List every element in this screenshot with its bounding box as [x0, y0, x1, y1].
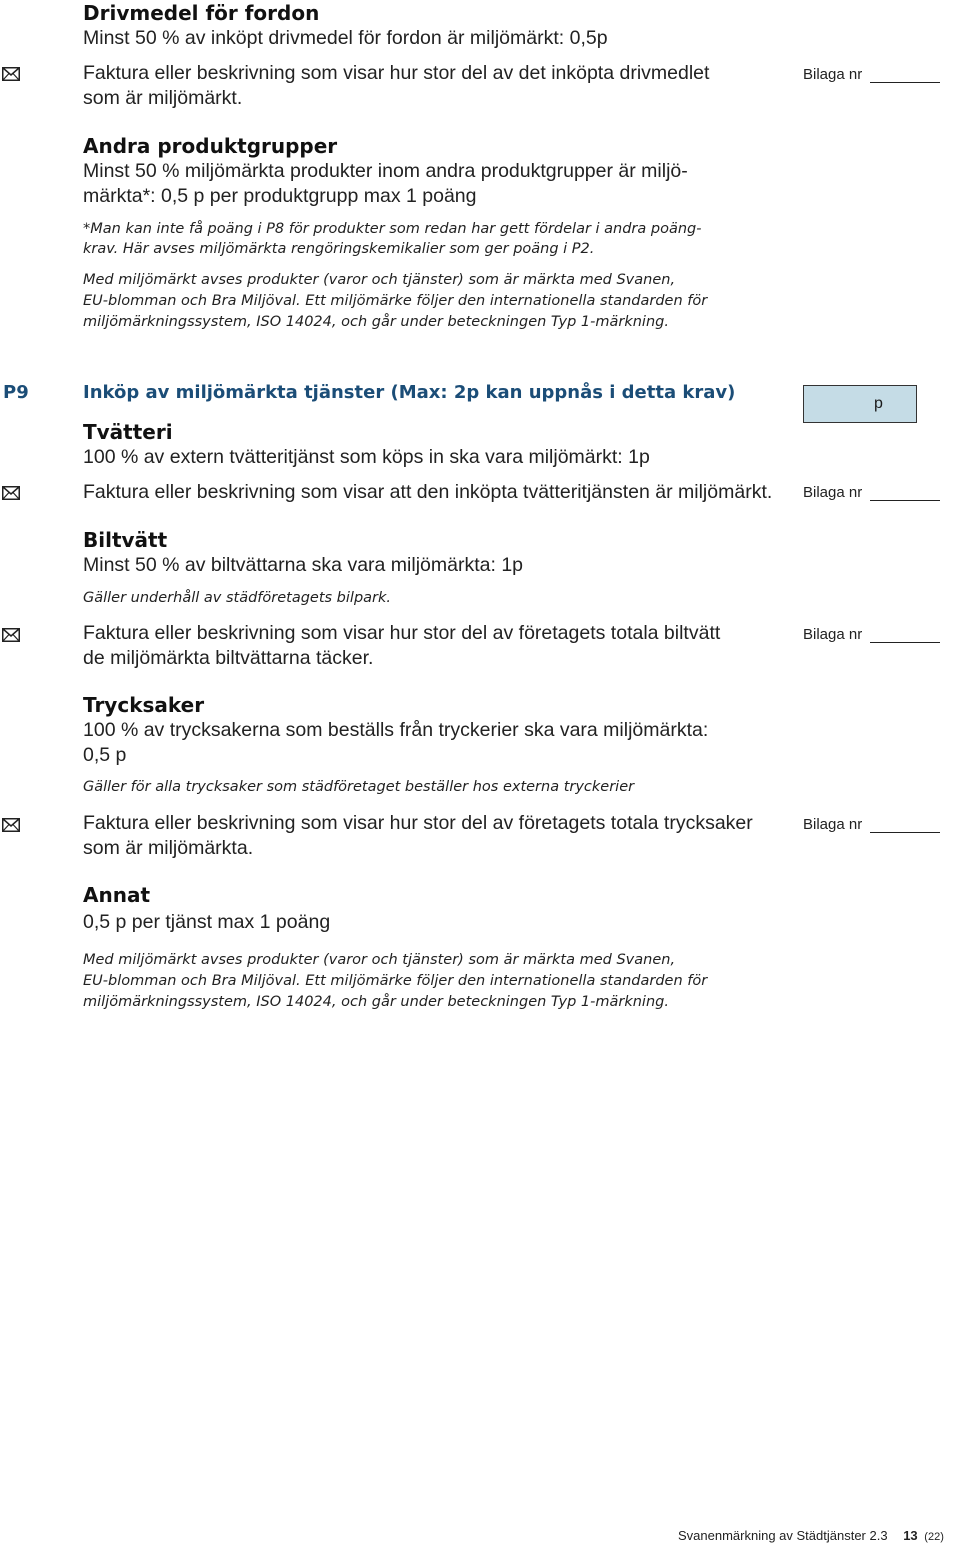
section-title-andra: Andra produktgrupper	[83, 134, 338, 158]
subsection-title-annat: Annat	[83, 883, 151, 907]
bilaga-field[interactable]	[803, 484, 940, 501]
points-label: p	[874, 395, 883, 412]
bilaga-field[interactable]	[803, 66, 940, 83]
bilaga-field[interactable]	[803, 626, 940, 643]
andra-requirement-line1: Minst 50 % miljömärkta produkter inom andra produktgrupper är miljö-	[83, 160, 688, 182]
biltvatt-faktura-line1: Faktura eller beskrivning som visar hur stor del av företagets totala biltvätt	[83, 622, 721, 644]
bilaga-input-line[interactable]	[870, 68, 940, 83]
trycksaker-faktura-line1: Faktura eller beskrivning som visar hur stor del av företagets totala trycksaker	[83, 812, 753, 834]
footer-document-name: Svanenmärkning av Städtjänster 2.3	[678, 1528, 888, 1543]
trycksaker-requirement-line1: 100 % av trycksakerna som beställs från tryckerier ska vara miljömärkta:	[83, 719, 709, 741]
bilaga-label: Bilaga nr	[803, 626, 863, 643]
bilaga-input-line[interactable]	[870, 486, 940, 501]
envelope-icon	[2, 628, 20, 642]
footer-page-total: (22)	[924, 1531, 944, 1543]
annat-definition-line3: miljömärkningssystem, ISO 14024, och går under beteckningen Typ 1-märkning.	[83, 994, 669, 1010]
bilaga-label: Bilaga nr	[803, 484, 863, 501]
bilaga-input-line[interactable]	[870, 818, 940, 833]
subsection-title-tvatteri: Tvätteri	[83, 420, 173, 444]
bilaga-label: Bilaga nr	[803, 816, 863, 833]
andra-definition-line3: miljömärkningssystem, ISO 14024, och går under beteckningen Typ 1-märkning.	[83, 314, 669, 330]
trycksaker-faktura-line2: som är miljömärkta.	[83, 837, 254, 859]
page-footer	[678, 1528, 944, 1543]
tvatteri-requirement: 100 % av extern tvätteritjänst som köps in ska vara miljömärkt: 1p	[83, 446, 650, 468]
envelope-icon	[2, 67, 20, 81]
andra-note-line2: krav. Här avses miljömärkta rengöringskemikalier som ger poäng i P2.	[83, 241, 595, 257]
biltvatt-faktura-line2: de miljömärkta biltvättarna täcker.	[83, 647, 374, 669]
annat-requirement: 0,5 p per tjänst max 1 poäng	[83, 911, 331, 933]
andra-definition-line1: Med miljömärkt avses produkter (varor och tjänster) som är märkta med Svanen,	[83, 272, 676, 288]
trycksaker-note: Gäller för alla trycksaker som städföretaget beställer hos externa tryckerier	[83, 779, 635, 795]
drivmedel-faktura-line1: Faktura eller beskrivning som visar hur stor del av det inköpta drivmedlet	[83, 62, 710, 84]
andra-note-line1: *Man kan inte få poäng i P8 för produkter som redan har gett fördelar i andra poäng-	[83, 221, 702, 237]
bilaga-input-line[interactable]	[870, 628, 940, 643]
footer-page-number: 13	[903, 1528, 918, 1543]
annat-definition-line2: EU-blomman och Bra Miljöval. Ett miljömärke följer den internationella standarden för	[83, 973, 708, 989]
andra-requirement-line2: märkta*: 0,5 p per produktgrupp max 1 poäng	[83, 185, 477, 207]
requirement-title: Inköp av miljömärkta tjänster (Max: 2p kan uppnås i detta krav)	[83, 382, 736, 403]
envelope-icon	[2, 818, 20, 832]
annat-definition-line1: Med miljömärkt avses produkter (varor och tjänster) som är märkta med Svanen,	[83, 952, 676, 968]
tvatteri-faktura: Faktura eller beskrivning som visar att den inköpta tvätteritjänsten är miljömärkt.	[83, 481, 773, 503]
envelope-icon	[2, 486, 20, 500]
subsection-title-biltvatt: Biltvätt	[83, 528, 168, 552]
points-box[interactable]	[803, 385, 917, 423]
bilaga-label: Bilaga nr	[803, 66, 863, 83]
bilaga-field[interactable]	[803, 816, 940, 833]
biltvatt-requirement: Minst 50 % av biltvättarna ska vara miljömärkta: 1p	[83, 554, 524, 576]
drivmedel-faktura-line2: som är miljömärkt.	[83, 87, 243, 109]
section-title-drivmedel: Drivmedel för fordon	[83, 1, 320, 25]
drivmedel-requirement: Minst 50 % av inköpt drivmedel för fordon är miljömärkt: 0,5p	[83, 27, 608, 49]
subsection-title-trycksaker: Trycksaker	[83, 693, 205, 717]
trycksaker-requirement-line2: 0,5 p	[83, 744, 127, 766]
biltvatt-note: Gäller underhåll av städföretagets bilpark.	[83, 590, 392, 606]
requirement-code: P9	[3, 382, 29, 403]
andra-definition-line2: EU-blomman och Bra Miljöval. Ett miljömärke följer den internationella standarden för	[83, 293, 708, 309]
